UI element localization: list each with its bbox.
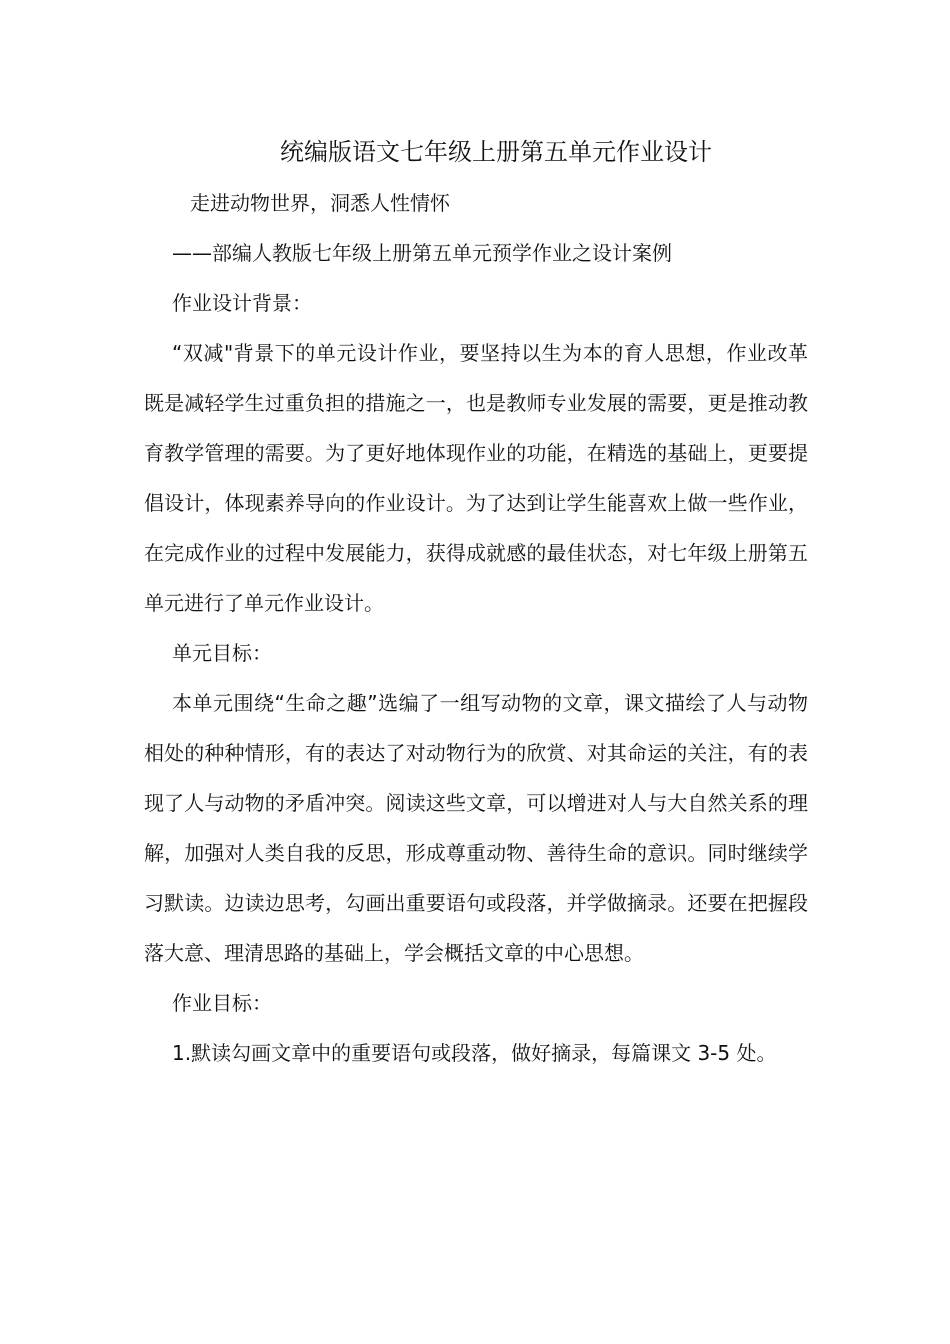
document-subheading: ——部编人教版七年级上册第五单元预学作业之设计案例	[172, 241, 672, 265]
document-title: 统编版语文七年级上册第五单元作业设计	[280, 138, 712, 166]
unit-goal-heading: 单元目标：	[172, 641, 272, 665]
background-paragraph: “双减"背景下的单元设计作业，要坚持以生为本的育人思想，作业改革既是减轻学生过重负担的措施之一，也是教师专业发展的需要，更是推动教育教学管理的需要。为了更好地体现作业的功能，在精选的基础上，更要提倡设计，体现素养导向的作业设计。为了达到让学生能喜欢上做一些作业，在完成作业的过程中发展能力，获得成就感的最佳状态，对七年级上册第五单元进行了单元作业设计。	[144, 341, 808, 615]
unit-goal-paragraph: 本单元围绕“生命之趣”选编了一组写动物的文章，课文描绘了人与动物相处的种种情形，有的表达了对动物行为的欣赏、对其命运的关注，有的表现了人与动物的矛盾冲突。阅读这些文章，可以增进对人与大自然关系的理解，加强对人类自我的反思，形成尊重动物、善待生命的意识。同时继续学习默读。边读边思考，勾画出重要语句或段落，并学做摘录。还要在把握段落大意、理清思路的基础上，学会概括文章的中心思想。	[144, 691, 808, 965]
homework-goal-heading: 作业目标：	[172, 991, 272, 1015]
homework-goal-item: 1.默读勾画文章中的重要语句或段落，做好摘录，每篇课文 3-5 处。	[172, 1041, 777, 1065]
background-heading: 作业设计背景：	[172, 291, 312, 315]
document-subtitle: 走进动物世界，洞悉人性情怀	[190, 191, 450, 215]
document-body	[144, 128, 808, 1078]
